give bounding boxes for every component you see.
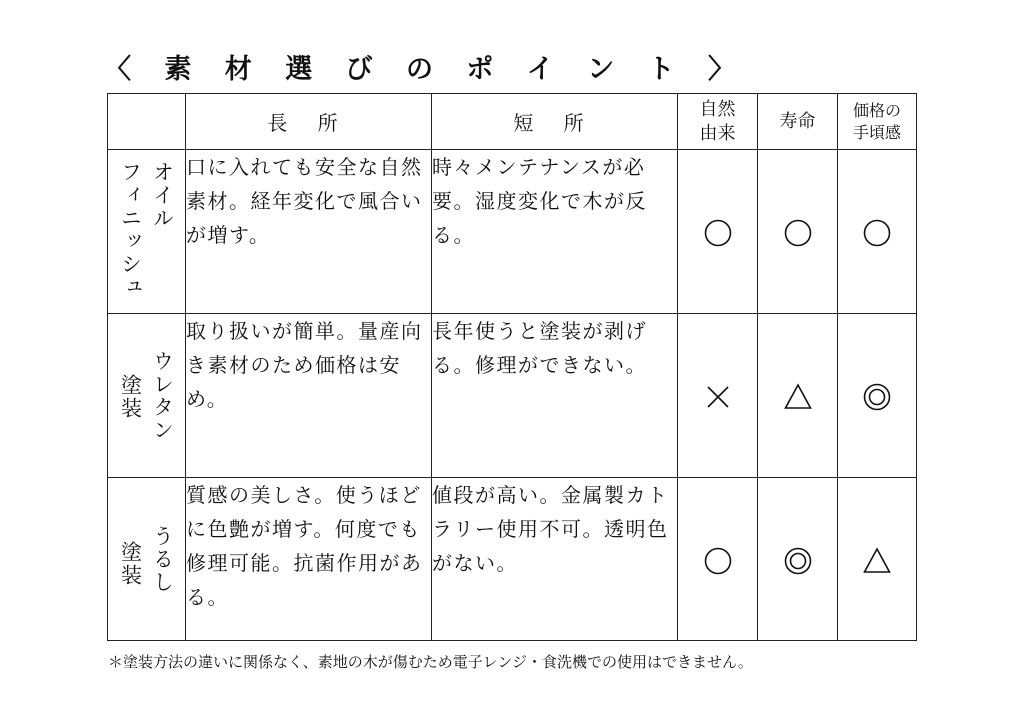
header-natural-line1: 自然 [699,98,736,120]
natural-mark-cell [678,478,758,641]
header-merit: 長 所 [186,94,432,150]
life-mark-cell [758,150,838,314]
category-cell [108,150,186,314]
category-sub: フィニッシュ [118,160,143,299]
circle-mark-icon [703,546,733,576]
merit-cell: 質感の美しさ。使うほどに色艶が増す。何度でも修理可能。抗菌作用がある。 [186,478,432,641]
cross-mark-icon [703,382,733,412]
life-mark-cell [758,478,838,641]
category-main: ウレタン [150,349,175,442]
header-natural-line2: 由来 [699,122,736,144]
corner-cell [108,94,186,150]
natural-mark-cell [678,314,758,478]
table-row [108,314,917,478]
demerit-cell: 長年使うと塗装が剥げる。修理ができない。 [432,314,678,478]
natural-mark-cell [678,150,758,314]
header-demerit: 短 所 [432,94,678,150]
header-price-line1: 価格の [852,100,901,120]
material-comparison-table [107,93,917,641]
category-sub: 塗装 [118,373,143,420]
header-price-line2: 手頃感 [852,122,901,142]
header-life: 寿命 [758,94,838,150]
header-row [108,94,917,150]
circle-mark-icon [703,218,733,248]
category-cell [108,314,186,478]
life-mark-cell [758,314,838,478]
table-row [108,150,917,314]
category-main: うるし [150,524,175,594]
triangle-mark-icon [783,382,813,412]
price-mark-cell [838,478,917,641]
price-mark-cell [838,150,917,314]
demerit-cell: 値段が高い。金属製カトラリー使用不可。透明色がない。 [432,478,678,641]
triangle-mark-icon [862,546,892,576]
price-mark-cell [838,314,917,478]
header-natural [678,94,758,150]
table-row [108,478,917,641]
merit-cell: 口に入れても安全な自然素材。経年変化で風合いが増す。 [186,150,432,314]
circle-mark-icon [862,218,892,248]
category-sub: 塗装 [118,540,143,587]
footnote: ＊塗装方法の違いに関係なく、素地の木が傷むため電子レンジ・食洗機での使用はできません。 [108,653,753,671]
double-circle-mark-icon [862,382,892,412]
merit-cell: 取り扱いが簡単。量産向き素材のため価格は安め。 [186,314,432,478]
header-price [838,94,917,150]
page-title: 〈 素 材 選 び の ポ イ ン ト 〉 [104,54,747,85]
double-circle-mark-icon [783,546,813,576]
category-main: オイル [150,160,175,230]
category-cell [108,478,186,641]
circle-mark-icon [783,218,813,248]
demerit-cell: 時々メンテナンスが必要。湿度変化で木が反る。 [432,150,678,314]
